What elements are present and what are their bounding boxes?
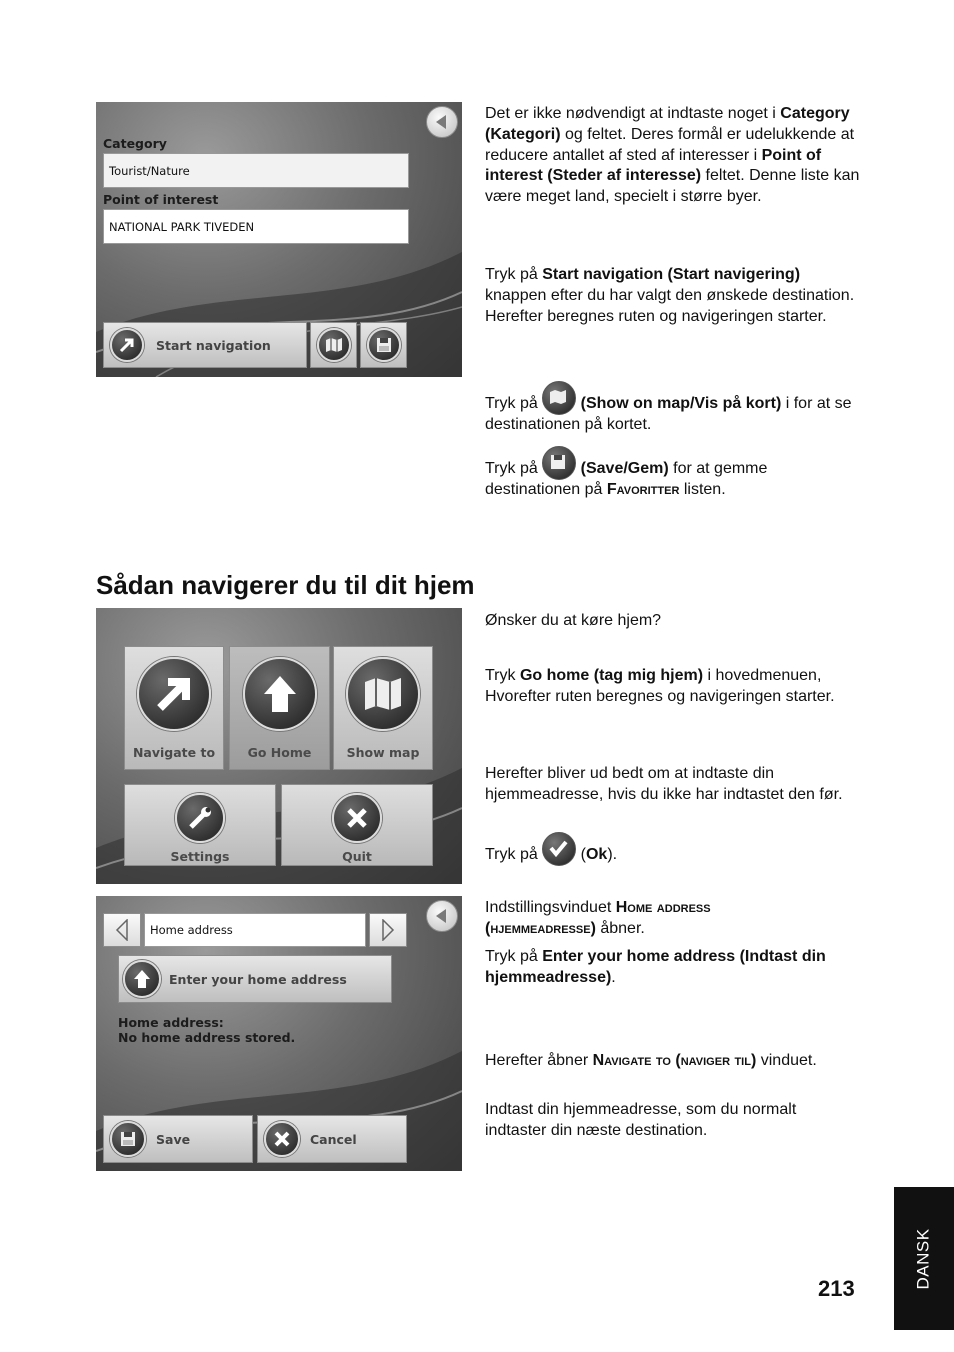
floppy-save-icon [367, 328, 401, 362]
floppy-save-icon [110, 1121, 146, 1157]
category-field[interactable]: Tourist/Nature [103, 153, 409, 188]
text: Indstillingsvinduet [485, 899, 616, 916]
paragraph-enter-address: Herefter bliver ud bedt om at indtaste din hjemmeadresse, hvis du ikke har indtastet den før. [485, 765, 843, 803]
text: ( [580, 846, 586, 863]
floppy-save-icon [542, 446, 576, 480]
quit-x-icon [332, 793, 382, 843]
text: listen. [679, 481, 726, 498]
previous-button[interactable] [103, 913, 141, 947]
text: for at gemme destinationen på [485, 460, 768, 498]
text: Det er ikke nødvendigt at indtaste noget i [485, 105, 781, 122]
emphasis: Go home (tag mig hjem) [519, 667, 704, 684]
emphasis: Category (Kategori) [485, 105, 850, 143]
text: . [611, 968, 616, 986]
checkmark-icon [542, 832, 576, 866]
show-map-label: Show map [346, 745, 420, 760]
text: i for at se destinationen på kortet. [485, 395, 852, 433]
language-side-tab [894, 1187, 954, 1330]
quit-tile[interactable] [281, 784, 433, 866]
text: feltet. Denne liste kan være meget land, specielt i større byer. [485, 167, 860, 206]
poi-label: Point of interest [103, 192, 219, 207]
screenshot-main-menu [96, 608, 462, 884]
category-label: Category [103, 136, 167, 151]
home-address-status-value: No home address stored. [118, 1030, 296, 1045]
emphasis: Favoritter [606, 481, 680, 498]
poi-field[interactable]: NATIONAL PARK TIVEDEN [103, 209, 409, 244]
paragraph-show-on-map [485, 381, 860, 436]
screenshot-poi-search [96, 102, 462, 377]
back-arrow-icon [436, 909, 446, 923]
emphasis: (Show on map/Vis på kort) [580, 395, 782, 412]
text: åbner. [595, 919, 645, 937]
back-button[interactable] [426, 900, 458, 932]
map-icon [317, 328, 351, 362]
text: vinduet. [756, 1052, 817, 1069]
navigate-arrow-icon [137, 657, 211, 731]
paragraph-optional-fields [485, 104, 860, 208]
text: Tryk på [485, 395, 543, 412]
cancel-label: Cancel [310, 1131, 357, 1147]
show-on-map-button[interactable] [310, 322, 357, 368]
next-button[interactable] [369, 913, 407, 947]
cancel-x-icon [264, 1121, 300, 1157]
home-address-status-label: Home address: [118, 1015, 224, 1030]
save-label: Save [156, 1131, 191, 1147]
home-icon [123, 960, 161, 998]
go-home-tile[interactable] [229, 646, 330, 770]
text: Tryk på [485, 266, 543, 283]
chevron-left-icon [115, 919, 129, 941]
save-button[interactable] [360, 322, 407, 368]
paragraph-home-address-window [485, 898, 860, 940]
back-arrow-icon [436, 115, 446, 129]
chevron-right-icon [381, 919, 395, 941]
emphasis: Ok [585, 846, 608, 863]
emphasis: Navigate to (naviger til) [592, 1052, 757, 1069]
start-navigation-button[interactable] [103, 322, 307, 368]
text: knappen efter du har valgt den ønskede destination. Herefter beregnes ruten og navigeringen starter. [485, 286, 855, 325]
emphasis: Enter your home address (Indtast din hjemmeadresse) [485, 948, 826, 986]
quit-label: Quit [342, 849, 372, 864]
text: Tryk på [485, 846, 543, 863]
back-button[interactable] [426, 106, 458, 138]
language-tab-label: DANSK [914, 1227, 934, 1290]
map-icon [346, 657, 420, 731]
paragraph-type-address: Indtast din hjemmeadresse, som du normalt indtaster din næste destination. [485, 1101, 797, 1139]
go-home-label: Go Home [247, 745, 312, 760]
navigate-to-label: Navigate to [132, 745, 216, 760]
paragraph-enter-home-address [485, 947, 860, 989]
show-map-tile[interactable] [333, 646, 433, 770]
screenshot-home-address [96, 896, 462, 1171]
page-title-field: Home address [144, 913, 366, 947]
paragraph-drive-home: Ønsker du at køre hjem? [485, 612, 662, 629]
emphasis: (hjemmeadresse) [485, 919, 596, 937]
navigate-arrow-icon [110, 328, 144, 362]
text: og feltet. Deres formål er udelukkende at reducere antallet af sted af interesser i [485, 125, 855, 164]
settings-tile[interactable] [124, 784, 276, 866]
emphasis: Point of interest (Steder af interesse) [485, 146, 822, 185]
paragraph-navigate-to-window [485, 1051, 860, 1072]
section-heading: Sådan navigerer du til dit hjem [96, 570, 475, 600]
paragraph-ok [485, 832, 860, 866]
paragraph-save [485, 446, 860, 501]
emphasis: (Save/Gem) [580, 460, 669, 477]
enter-home-address-button[interactable] [118, 955, 392, 1003]
paragraph-start-navigation [485, 265, 860, 327]
text: Tryk på [485, 948, 543, 965]
enter-home-address-label: Enter your home address [169, 971, 347, 987]
emphasis: Home address [615, 899, 711, 916]
save-button[interactable] [103, 1115, 253, 1163]
text: Herefter åbner [485, 1052, 593, 1069]
paragraph-go-home [485, 666, 860, 708]
cancel-button[interactable] [257, 1115, 407, 1163]
text: Tryk [485, 667, 520, 684]
start-navigation-label: Start navigation [156, 337, 271, 353]
text: i hovedmenuen, Hvorefter ruten beregnes og navigeringen starter. [485, 667, 835, 705]
home-icon [243, 657, 317, 731]
emphasis: Start navigation (Start navigering) [542, 266, 801, 283]
navigate-to-tile[interactable] [124, 646, 224, 770]
settings-label: Settings [170, 849, 230, 864]
page-number: 213 [818, 1276, 855, 1301]
wrench-icon [175, 793, 225, 843]
text: Tryk på [485, 460, 543, 477]
text: ). [607, 846, 618, 863]
map-icon [542, 381, 576, 415]
